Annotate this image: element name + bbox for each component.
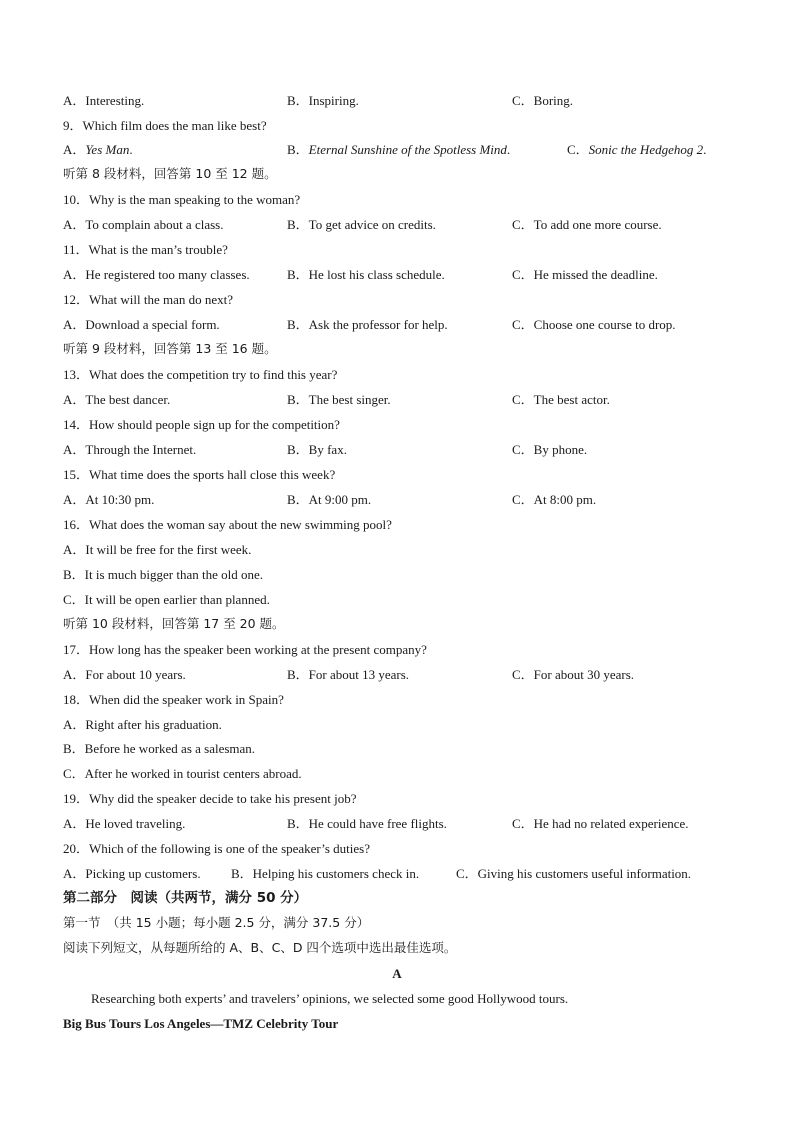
option-b: B．Inspiring.: [287, 93, 359, 108]
option-a: A．For about 10 years.: [63, 667, 186, 682]
option-a: A．To complain about a class.: [63, 217, 224, 232]
question-12: 12．What will the man do next?: [63, 292, 234, 307]
option-c: C．To add one more course.: [512, 217, 662, 232]
q18-option-a: A．Right after his graduation.: [63, 717, 222, 732]
q13-options: [63, 387, 754, 412]
option-a: A．Interesting.: [63, 93, 145, 108]
question-11: 11．What is the man’s trouble?: [63, 242, 228, 257]
option-b: B．Eternal Sunshine of the Spotless Mind.: [287, 142, 511, 157]
question-14: 14．How should people sign up for the competition?: [63, 417, 340, 432]
option-a: A．The best dancer.: [63, 392, 171, 407]
question-13: 13．What does the competition try to find this year?: [63, 367, 338, 382]
option-c: C．Choose one course to drop.: [512, 317, 676, 332]
question-17: 17．How long has the speaker been working at the present company?: [63, 642, 427, 657]
option-a: A．Picking up customers.: [63, 866, 201, 881]
q18-option-b: B．Before he worked as a salesman.: [63, 741, 256, 756]
q10-options: [63, 212, 754, 237]
q12-options: [63, 312, 754, 337]
passage-intro: Researching both experts’ and travelers’ opinions, we selected some good Hollywood tours.: [91, 991, 569, 1006]
q16-option-c: C．It will be open earlier than planned.: [63, 592, 270, 607]
option-c: C．Sonic the Hedgehog 2.: [567, 142, 707, 157]
q9-options: [63, 137, 754, 162]
option-a: A．Download a special form.: [63, 317, 220, 332]
option-b: B．At 9:00 pm.: [287, 492, 372, 507]
part-2-section-1: 第一节 （共 15 小题；每小题 2.5 分，满分 37.5 分）: [63, 915, 370, 930]
option-a: A．At 10:30 pm.: [63, 492, 155, 507]
question-9: 9．Which film does the man like best?: [63, 118, 267, 133]
question-18: 18．When did the speaker work in Spain?: [63, 692, 284, 707]
option-c: C．At 8:00 pm.: [512, 492, 597, 507]
q17-options: [63, 662, 754, 687]
option-c: C．Boring.: [512, 93, 574, 108]
section-10-heading: 听第 10 段材料，回答第 17 至 20 题。: [63, 616, 285, 631]
q8-options: [63, 88, 754, 113]
q16-option-a: A．It will be free for the first week.: [63, 542, 252, 557]
q14-options: [63, 437, 754, 462]
passage-heading: Big Bus Tours Los Angeles—TMZ Celebrity Tour: [63, 1016, 339, 1031]
option-c: C．He had no related experience.: [512, 816, 689, 831]
option-c: C．He missed the deadline.: [512, 267, 658, 282]
option-b: B．Helping his customers check in.: [231, 866, 420, 881]
option-b: B．To get advice on credits.: [287, 217, 436, 232]
q16-option-b: B．It is much bigger than the old one.: [63, 567, 264, 582]
question-19: 19．Why did the speaker decide to take his present job?: [63, 791, 357, 806]
q19-options: [63, 811, 754, 836]
option-a: A．He registered too many classes.: [63, 267, 250, 282]
option-a: A．Through the Internet.: [63, 442, 197, 457]
section-9-heading: 听第 9 段材料，回答第 13 至 16 题。: [63, 341, 277, 356]
question-15: 15．What time does the sports hall close this week?: [63, 467, 336, 482]
question-20: 20．Which of the following is one of the speaker’s duties?: [63, 841, 370, 856]
option-a: A．He loved traveling.: [63, 816, 186, 831]
option-a: A．Yes Man.: [63, 142, 133, 157]
q11-options: [63, 262, 754, 287]
option-c: C．For about 30 years.: [512, 667, 635, 682]
q18-option-c: C．After he worked in tourist centers abroad.: [63, 766, 302, 781]
q15-options: [63, 487, 754, 512]
option-b: B．For about 13 years.: [287, 667, 410, 682]
option-b: B．By fax.: [287, 442, 347, 457]
question-16: 16．What does the woman say about the new swimming pool?: [63, 517, 392, 532]
part-2-title: 第二部分 阅读（共两节，满分 50 分）: [63, 890, 308, 906]
question-10: 10．Why is the man speaking to the woman?: [63, 192, 301, 207]
part-2-instruction: 阅读下列短文，从每题所给的 A、B、C、D 四个选项中选出最佳选项。: [63, 940, 457, 955]
option-c: C．By phone.: [512, 442, 588, 457]
section-8-heading: 听第 8 段材料，回答第 10 至 12 题。: [63, 166, 277, 181]
option-b: B．The best singer.: [287, 392, 391, 407]
option-b: B．Ask the professor for help.: [287, 317, 448, 332]
passage-label: A: [392, 966, 402, 981]
option-c: C．The best actor.: [512, 392, 610, 407]
option-b: B．He could have free flights.: [287, 816, 447, 831]
option-b: B．He lost his class schedule.: [287, 267, 445, 282]
q20-options: [63, 861, 754, 886]
option-c: C．Giving his customers useful information.: [456, 866, 692, 881]
